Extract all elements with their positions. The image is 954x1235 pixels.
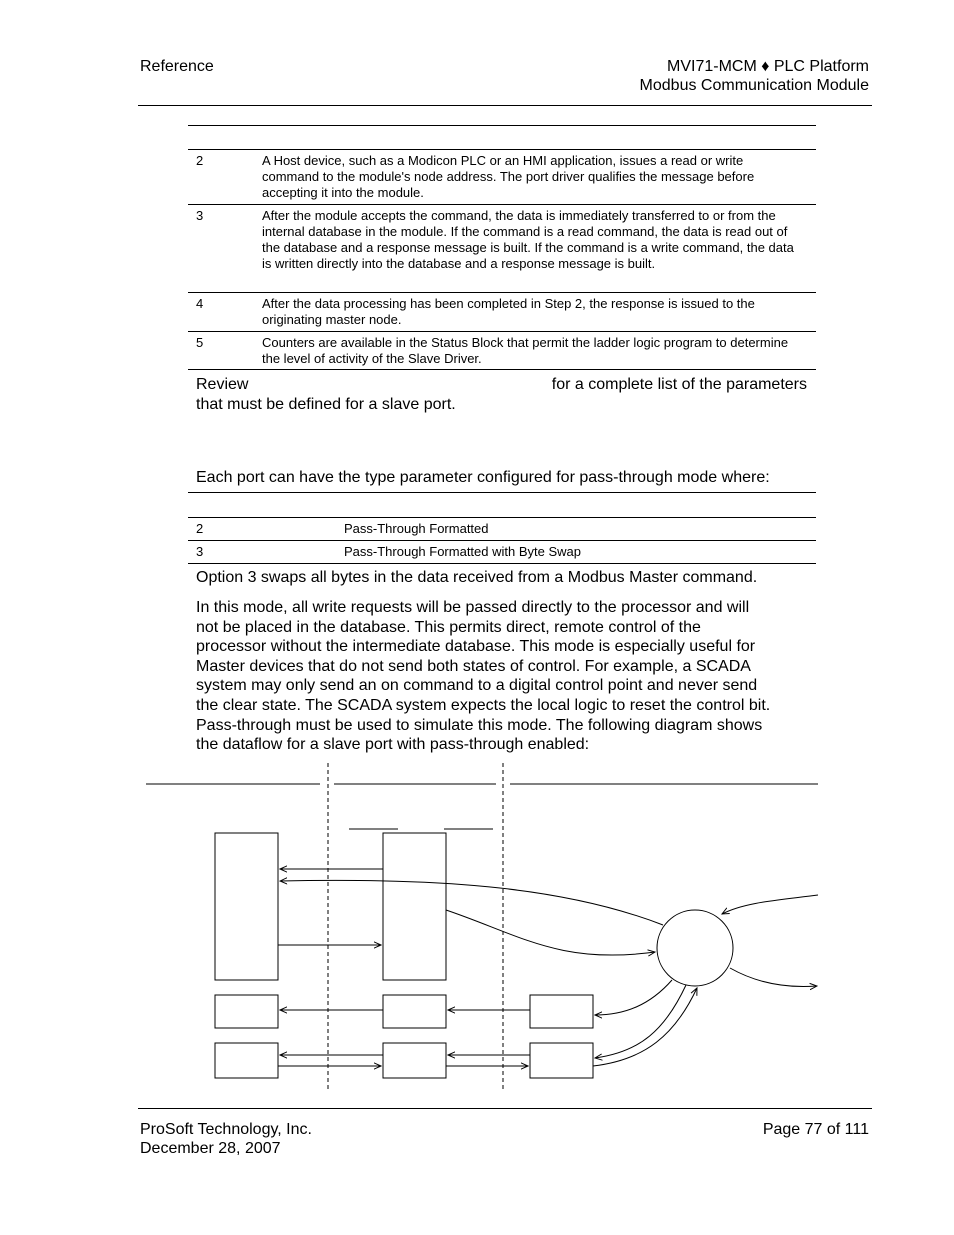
module-status-block (383, 995, 446, 1028)
header-module-name: Modbus Communication Module (639, 77, 869, 94)
paragraph-line: the dataflow for a slave port with pass-through enabled: (196, 736, 590, 754)
command-arrow (595, 985, 686, 1058)
option-value: 2 (196, 521, 204, 536)
status-arrow (595, 980, 672, 1015)
option-label: Pass-Through Formatted (344, 521, 489, 536)
paragraph-line: processor without the intermediate database. This mode is especially useful for (196, 638, 756, 656)
step-number: 5 (196, 335, 204, 350)
paragraph-line: not be placed in the database. This permits direct, remote control of the (196, 618, 701, 636)
passthrough-intro: Each port can have the type parameter configured for pass-through mode where: (196, 469, 770, 486)
slave-driver-node (657, 910, 733, 986)
paragraph-line: Master devices that do not send both states of control. For example, a SCADA (196, 657, 751, 675)
step-text: Counters are available in the Status Block that permit the ladder logic program to determine the level of activity of the Slave Driver. (262, 335, 789, 366)
step-text: After the data processing has been completed in Step 2, the response is issued to the originating master node. (262, 296, 755, 327)
footer-date: December 28, 2007 (140, 1140, 281, 1157)
module-command-block (383, 1043, 446, 1078)
paragraph-line: Pass-through must be used to simulate this mode. The following diagram shows (196, 716, 763, 734)
footer-page-number: Page 77 of 111 (762, 1121, 869, 1138)
footer-rule (138, 1108, 872, 1109)
port-command-block (530, 1043, 593, 1078)
passthrough-write-arrow (280, 880, 663, 925)
review-trail: for a complete list of the parameters (551, 376, 807, 393)
step-number: 2 (196, 153, 204, 168)
paragraph-line: In this mode, all write requests will be passed directly to the processor and will (196, 599, 750, 616)
option-value: 3 (196, 544, 204, 559)
step-text: A Host device, such as a Modicon PLC or an HMI application, issues a read or write command to the module's node address. The port driver qualifies the message before accepting it into the module. (262, 153, 755, 200)
paragraph-line: system may only send an on command to a digital control point and never send (196, 677, 758, 695)
step-text: After the module accepts the command, the data is immediately transferred to or from the internal database in the module. If the command is a read command, the data is read out of the database and a response message is built. If the command is a write command, the data is written directly into the database and a response message is built. (262, 208, 794, 271)
host-request-arrow (722, 895, 818, 914)
step-number: 4 (196, 296, 204, 311)
module-database-block (383, 833, 446, 980)
processor-command-block (215, 1043, 278, 1078)
host-response-arrow (730, 968, 817, 987)
review-lead: Review (196, 376, 249, 393)
option-label: Pass-Through Formatted with Byte Swap (344, 544, 581, 559)
command-arrow (593, 988, 697, 1066)
option3-note: Option 3 swaps all bytes in the data received from a Modbus Master command. (196, 569, 758, 586)
footer-company: ProSoft Technology, Inc. (140, 1121, 312, 1138)
review-line-2: that must be defined for a slave port. (196, 396, 456, 413)
processor-data-block (215, 833, 278, 980)
processor-status-block (215, 995, 278, 1028)
header-section-title: Reference (140, 58, 214, 75)
database-read-arrow (446, 910, 655, 955)
paragraph-line: the clear state. The SCADA system expects the local logic to reset the control bit. (196, 696, 771, 714)
step-number: 3 (196, 208, 204, 223)
port-status-block (530, 995, 593, 1028)
header-product-name: MVI71-MCM ♦ PLC Platform (667, 58, 869, 75)
